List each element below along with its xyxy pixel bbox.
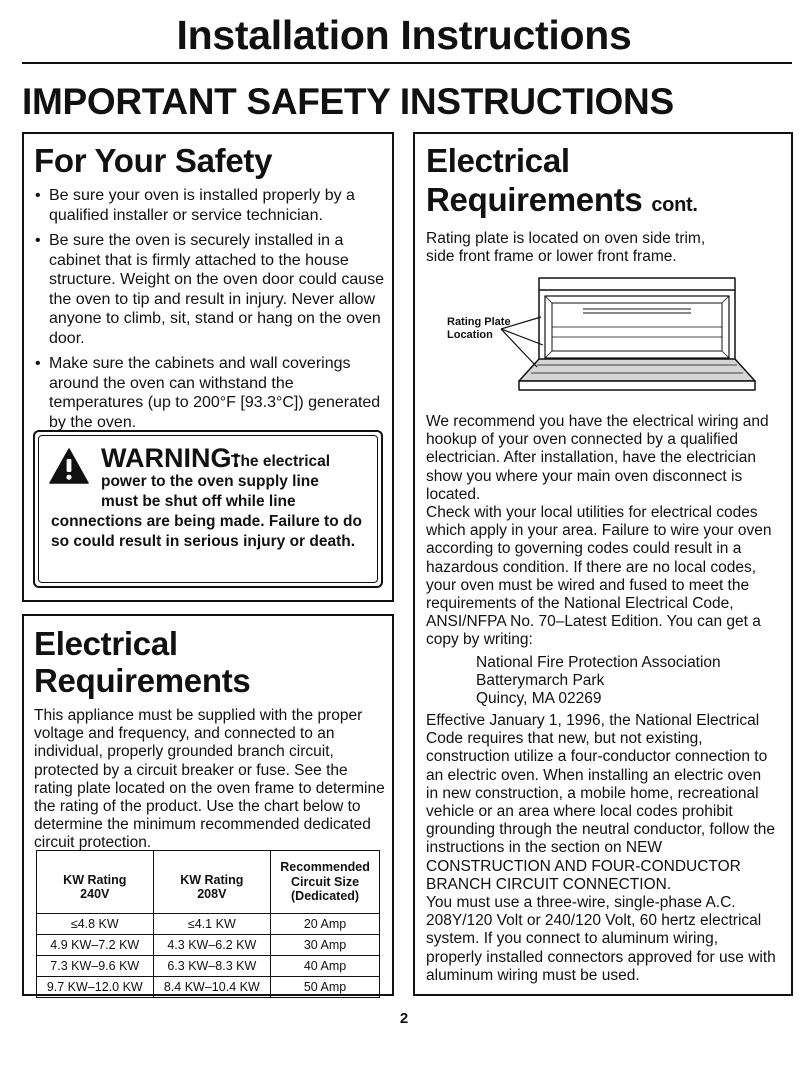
table-cell: ≤4.8 KW [37,914,154,935]
table-cell: 20 Amp [271,914,380,935]
warning-box [33,430,383,588]
oven-illustration [493,277,773,402]
page-title: Installation Instructions [176,12,632,58]
kw-rating-table [36,850,380,998]
table-cell: 4.3 KW–6.2 KW [153,935,271,956]
table-row [37,956,380,977]
address-line: National Fire Protection Association [476,654,721,671]
table-cell: 6.3 KW–8.3 KW [153,956,271,977]
electrical-requirements-cont-panel [413,132,793,996]
for-your-safety-heading: For Your Safety [34,142,273,179]
warning-triangle-icon [49,448,89,484]
nfpa-address [476,654,721,709]
warning-word: WARNING: [101,443,241,473]
safety-heading: IMPORTANT SAFETY INSTRUCTIONS [22,81,674,122]
warning-text: connections are being made. Failure to do so could result in serious injury or death. [51,513,362,550]
table-row [37,914,380,935]
warning-text-line: power to the oven supply line [101,473,319,490]
paragraph-four-conductor: Effective January 1, 1996, the National Electrical Code requires that new, but not existing, construction utilize a four-conductor connection to an electric oven. When installing an electric oven in new construction, a mobile home, recreational vehicle or an area where local codes prohibit grounding through the neutral conductor, follow the instructions in the section on NEW CONSTRUCTION AND FOUR-CONDUCTOR BRANCH CIRCUIT CONNECTION. [426,712,775,893]
table-header-cell: KW Rating 208V [153,851,271,914]
for-your-safety-panel [22,132,394,602]
paragraph-electrician: We recommend you have the electrical wiring and hookup of your oven connected by a qualified electrician. After installation, have the electrician show you where your main oven disconnect is located. [426,413,769,503]
address-line: Quincy, MA 02269 [476,690,602,708]
electrical-cont-heading-line2: Requirements cont. [426,181,698,218]
electrical-heading-line2: Requirements [34,662,251,699]
table-cell: 7.3 KW–9.6 KW [37,956,154,977]
table-cell: 4.9 KW–7.2 KW [37,935,154,956]
rating-plate-label: Rating Plate Location [447,316,511,341]
table-row [37,935,380,956]
address-line: Batterymarch Park [476,672,605,690]
page-number: 2 [399,1010,409,1027]
safety-bullet: • Be sure the oven is securely installed in a cabinet that is firmly attached to the house structure. Weight on the oven door could cause the oven to tip and result in injury. Never allow anyone to climb, sit, stand or hang on the oven door. [34,231,384,348]
safety-bullet: • Make sure the cabinets and wall coverings around the oven can withstand the temperatures (up to 200°F [93.3°C]) generated by the oven. [34,354,384,432]
paragraph-local-codes: Check with your local utilities for electrical codes which apply in your area. Failure to wire your oven according to governing codes could result in a hazardous condition. If there are no local codes, your oven must be wired and fused to meet the requirements of the National Electrical Code, ANSI/NFPA No. 70–Latest Edition. You can get a copy by writing: [426,504,772,649]
rating-plate-text: Rating plate is located on oven side trim, side front frame or lower front frame. [426,230,706,266]
table-header-cell: Recommended Circuit Size (Dedicated) [271,851,380,914]
table-cell: 8.4 KW–10.4 KW [153,977,271,998]
cont-label: cont. [651,194,698,216]
paragraph-three-wire: You must use a three-wire, single-phase A.C. 208Y/120 Volt or 240/120 Volt, 60 hertz electrical system. If you connect to aluminum wiring, properly installed connectors approved for use with aluminum wiring must be used. [426,894,776,984]
table-cell: ≤4.1 KW [153,914,271,935]
electrical-heading-line1: Electrical [34,625,178,662]
electrical-intro: This appliance must be supplied with the proper voltage and frequency, and connected to an individual, properly grounded branch circuit, protected by a circuit breaker or fuse. See the rating plate located on the oven frame to determine the rating of the product. Use the chart below to determine the minimum recommended dedicated circuit protection. [34,707,385,852]
table-cell: 50 Amp [271,977,380,998]
warning-text-line: must be shut off while line [101,493,296,510]
title-rule [22,62,792,64]
table-row [37,977,380,998]
electrical-requirements-panel [22,614,394,996]
table-cell: 40 Amp [271,956,380,977]
table-cell: 30 Amp [271,935,380,956]
warning-text-line: The electrical [231,453,331,470]
safety-bullet: • Be sure your oven is installed properly by a qualified installer or service technician. [34,186,384,225]
table-cell: 9.7 KW–12.0 KW [37,977,154,998]
safety-bullet-list [34,186,384,438]
table-header-cell: KW Rating 240V [37,851,154,914]
electrical-cont-heading-line1: Electrical [426,142,570,179]
table-header-row [37,851,380,914]
